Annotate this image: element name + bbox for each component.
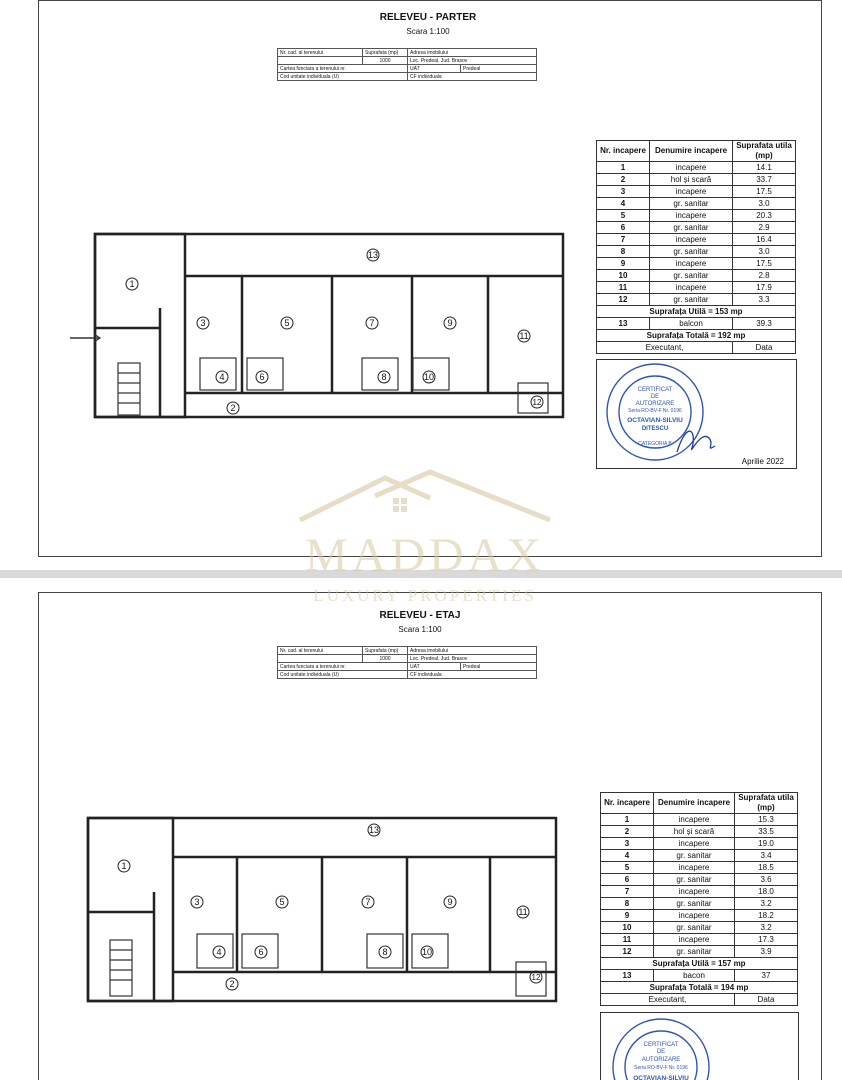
authorization-stamp: [601, 1013, 798, 1080]
table-row: [597, 318, 796, 330]
room-area: 18.2: [735, 910, 798, 922]
col-header: Denumire incapere: [650, 141, 733, 162]
table-row: [601, 862, 798, 874]
room-label: 7: [369, 318, 375, 328]
room-number: 10: [601, 922, 654, 934]
table-row: [597, 234, 796, 246]
bathroom-wall: [247, 358, 283, 390]
info-cell: 1000: [363, 57, 408, 65]
room-name: gr. sanitar: [650, 246, 733, 258]
stamp-text: Seria RO-BV-F Nr. 0196: [628, 408, 682, 414]
col-header: Suprafata utila (mp): [733, 141, 796, 162]
room-label: 13: [367, 250, 379, 260]
floor-plan-etaj: [82, 812, 562, 1007]
date-label: Data: [733, 342, 796, 354]
floor-plan-parter: [70, 228, 570, 423]
table-row: [601, 970, 798, 982]
room-area: 2.8: [733, 270, 796, 282]
room-area: 3.9: [735, 946, 798, 958]
room-area: 16.4: [733, 234, 796, 246]
info-cell: UAT: [408, 663, 461, 671]
page-title: RELEVEU - ETAJ: [379, 610, 461, 621]
info-cell: Suprafata (mp): [363, 647, 408, 655]
room-label: 11: [518, 907, 528, 917]
table-row: [601, 922, 798, 934]
room-name: gr. sanitar: [654, 874, 735, 886]
room-label: 12: [532, 398, 542, 407]
room-area: 17.3: [735, 934, 798, 946]
room-area: 3.4: [735, 850, 798, 862]
room-name: bacon: [654, 970, 735, 982]
room-name: gr. sanitar: [654, 898, 735, 910]
room-number: 9: [601, 910, 654, 922]
room-number: 3: [597, 186, 650, 198]
room-number: 3: [601, 838, 654, 850]
room-name: gr. sanitar: [650, 270, 733, 282]
room-label: 10: [423, 372, 435, 382]
room-name: gr. sanitar: [654, 850, 735, 862]
room-area: 3.6: [735, 874, 798, 886]
room-number: 8: [601, 898, 654, 910]
watermark-tagline: LUXURY PROPERTIES: [313, 586, 537, 605]
date-label: Data: [735, 994, 798, 1006]
room-name: balcon: [650, 318, 733, 330]
room-number: 7: [601, 886, 654, 898]
table-row: [601, 934, 798, 946]
info-cell: Predeal: [461, 663, 537, 671]
table-row: [597, 186, 796, 198]
room-label: 6: [259, 372, 265, 382]
room-area: 3.0: [733, 246, 796, 258]
room-label: 1: [129, 279, 135, 289]
info-cell: Predeal: [461, 65, 537, 73]
executant-label: Executant,: [597, 342, 733, 354]
info-cell: Cod unitate individuala (U): [278, 73, 408, 81]
room-area: 15.3: [735, 814, 798, 826]
room-area: 33.7: [733, 174, 796, 186]
room-number: 4: [601, 850, 654, 862]
info-cell: Adresa imobilului: [408, 49, 537, 57]
room-name: incapere: [654, 886, 735, 898]
cadastral-info-table: [277, 646, 537, 679]
sheet-etaj: [0, 578, 842, 1080]
room-label: 6: [258, 947, 264, 957]
room-name: gr. sanitar: [650, 294, 733, 306]
table-row: [597, 210, 796, 222]
room-number: 2: [597, 174, 650, 186]
room-area: 19.0: [735, 838, 798, 850]
room-number: 4: [597, 198, 650, 210]
stamp-area: [596, 359, 797, 469]
info-cell: Loc. Predeal, Jud. Brasov: [408, 655, 537, 663]
room-label: 4: [219, 372, 225, 382]
stamp-text: AUTORIZARE: [641, 1057, 681, 1063]
staircase: [110, 940, 132, 996]
room-label: 10: [421, 947, 433, 957]
stamp-text: DITESCU: [641, 426, 669, 432]
room-name: incapere: [654, 814, 735, 826]
room-label: 3: [200, 318, 206, 328]
room-area: 14.1: [733, 162, 796, 174]
room-name: incapere: [654, 934, 735, 946]
table-row: [601, 886, 798, 898]
room-number: 6: [601, 874, 654, 886]
stamp-text: OCTAVIAN-SILVIU: [633, 1075, 689, 1080]
info-cell: [278, 57, 363, 65]
room-number: 8: [597, 246, 650, 258]
room-name: incapere: [654, 910, 735, 922]
info-cell: Cartea funciara a terenului nr.: [278, 65, 408, 73]
info-cell: Cartea funciara a terenului nr.: [278, 663, 408, 671]
room-area: 20.3: [733, 210, 796, 222]
usable-area-total: Suprafața Utilă = 153 mp: [597, 306, 796, 318]
table-row: [597, 174, 796, 186]
authorization-stamp: [597, 360, 796, 468]
executant-label: Executant,: [601, 994, 735, 1006]
room-name: incapere: [650, 258, 733, 270]
col-header: Nr. incapere: [597, 141, 650, 162]
room-name: incapere: [654, 838, 735, 850]
info-cell: Loc. Predeal, Jud. Brasov: [408, 57, 537, 65]
col-header: Denumire incapere: [654, 793, 735, 814]
bathroom-wall: [197, 934, 233, 968]
room-number: 7: [597, 234, 650, 246]
rooms-table: [596, 140, 796, 354]
stamp-text: CERTIFICAT: [643, 1042, 679, 1048]
room-label: 2: [229, 979, 235, 989]
table-row: [597, 162, 796, 174]
room-area: 3.2: [735, 898, 798, 910]
room-name: incapere: [650, 234, 733, 246]
table-row: [597, 282, 796, 294]
bathroom-wall: [200, 358, 236, 390]
info-cell: Nr. cad. al terenului: [278, 647, 363, 655]
room-number: 13: [601, 970, 654, 982]
room-number: 13: [597, 318, 650, 330]
stamp-area: [600, 1012, 799, 1080]
watermark-brand: MADDAX: [305, 529, 545, 582]
page-title: RELEVEU - PARTER: [379, 12, 477, 23]
rooms-table: [600, 792, 798, 1006]
date-value: Aprilie 2022: [741, 457, 784, 466]
info-cell: 1000: [363, 655, 408, 663]
stair-block-wall: [88, 818, 173, 1001]
room-number: 1: [601, 814, 654, 826]
room-label: 13: [368, 825, 380, 835]
stamp-text: CATEGORIA B: [638, 441, 672, 447]
total-area: Suprafața Totală = 192 mp: [597, 330, 796, 342]
table-row: [601, 826, 798, 838]
room-number: 1: [597, 162, 650, 174]
info-cell: Nr. cad. al terenului: [278, 49, 363, 57]
room-area: 17.5: [733, 258, 796, 270]
table-row: [601, 814, 798, 826]
room-label: 8: [381, 372, 387, 382]
room-area: 3.2: [735, 922, 798, 934]
room-label: 3: [194, 897, 200, 907]
info-cell: Adresa imobilului: [408, 647, 537, 655]
room-label: 2: [230, 403, 236, 413]
room-name: hol și scară: [650, 174, 733, 186]
room-label: 5: [284, 318, 290, 328]
room-area: 33.5: [735, 826, 798, 838]
room-label: 12: [531, 973, 541, 982]
table-row: [601, 946, 798, 958]
table-row: [601, 898, 798, 910]
room-name: hol și scară: [654, 826, 735, 838]
room-label: 1: [121, 861, 127, 871]
table-row: [597, 294, 796, 306]
staircase: [118, 363, 140, 415]
room-number: 5: [597, 210, 650, 222]
stamp-text: CERTIFICAT: [637, 387, 673, 393]
room-number: 11: [597, 282, 650, 294]
col-header: Nr. incapere: [601, 793, 654, 814]
room-area: 37: [735, 970, 798, 982]
room-label: 11: [519, 331, 529, 341]
bathroom-wall: [362, 358, 398, 390]
table-row: [597, 270, 796, 282]
info-cell: [278, 655, 363, 663]
scale-label: Scara 1:100: [398, 625, 442, 634]
outer-wall: [95, 234, 563, 417]
room-name: incapere: [654, 862, 735, 874]
room-area: 2.9: [733, 222, 796, 234]
room-name: gr. sanitar: [654, 946, 735, 958]
room-number: 2: [601, 826, 654, 838]
info-cell: CF individuala: [408, 671, 537, 679]
usable-area-total: Suprafața Utilă = 157 mp: [601, 958, 798, 970]
room-area: 17.9: [733, 282, 796, 294]
info-cell: CF individuala: [408, 73, 537, 81]
table-row: [601, 910, 798, 922]
room-number: 6: [597, 222, 650, 234]
room-label: 8: [382, 947, 388, 957]
room-name: incapere: [650, 162, 733, 174]
room-area: 18.5: [735, 862, 798, 874]
room-name: incapere: [650, 282, 733, 294]
room-name: incapere: [650, 186, 733, 198]
stamp-text: OCTAVIAN-SILVIU: [627, 417, 683, 424]
room-label: 4: [216, 947, 222, 957]
cadastral-info-table: [277, 48, 537, 81]
col-header: Suprafata utila (mp): [735, 793, 798, 814]
scale-label: Scara 1:100: [406, 27, 450, 36]
room-area: 3.3: [733, 294, 796, 306]
room-area: 39.3: [733, 318, 796, 330]
total-area: Suprafața Totală = 194 mp: [601, 982, 798, 994]
room-number: 12: [597, 294, 650, 306]
table-row: [597, 258, 796, 270]
info-cell: UAT: [408, 65, 461, 73]
room-name: incapere: [650, 210, 733, 222]
room-label: 9: [447, 897, 453, 907]
stamp-text: Seria RO-BV-F Nr. 0196: [634, 1065, 688, 1071]
stamp-text: DE: [656, 1049, 666, 1055]
room-name: gr. sanitar: [654, 922, 735, 934]
room-number: 9: [597, 258, 650, 270]
room-area: 18.0: [735, 886, 798, 898]
room-area: 3.0: [733, 198, 796, 210]
room-label: 9: [447, 318, 453, 328]
room-label: 7: [365, 897, 371, 907]
table-row: [601, 838, 798, 850]
room-name: gr. sanitar: [650, 198, 733, 210]
info-cell: Suprafata (mp): [363, 49, 408, 57]
info-cell: Cod unitate individuala (U): [278, 671, 408, 679]
table-row: [597, 198, 796, 210]
room-number: 10: [597, 270, 650, 282]
room-area: 17.5: [733, 186, 796, 198]
room-number: 12: [601, 946, 654, 958]
table-row: [601, 874, 798, 886]
room-number: 5: [601, 862, 654, 874]
stamp-text: AUTORIZARE: [635, 401, 675, 407]
table-row: [597, 222, 796, 234]
room-label: 5: [279, 897, 285, 907]
table-row: [597, 246, 796, 258]
room-number: 11: [601, 934, 654, 946]
room-name: gr. sanitar: [650, 222, 733, 234]
table-row: [601, 850, 798, 862]
stamp-text: DE: [650, 394, 660, 400]
